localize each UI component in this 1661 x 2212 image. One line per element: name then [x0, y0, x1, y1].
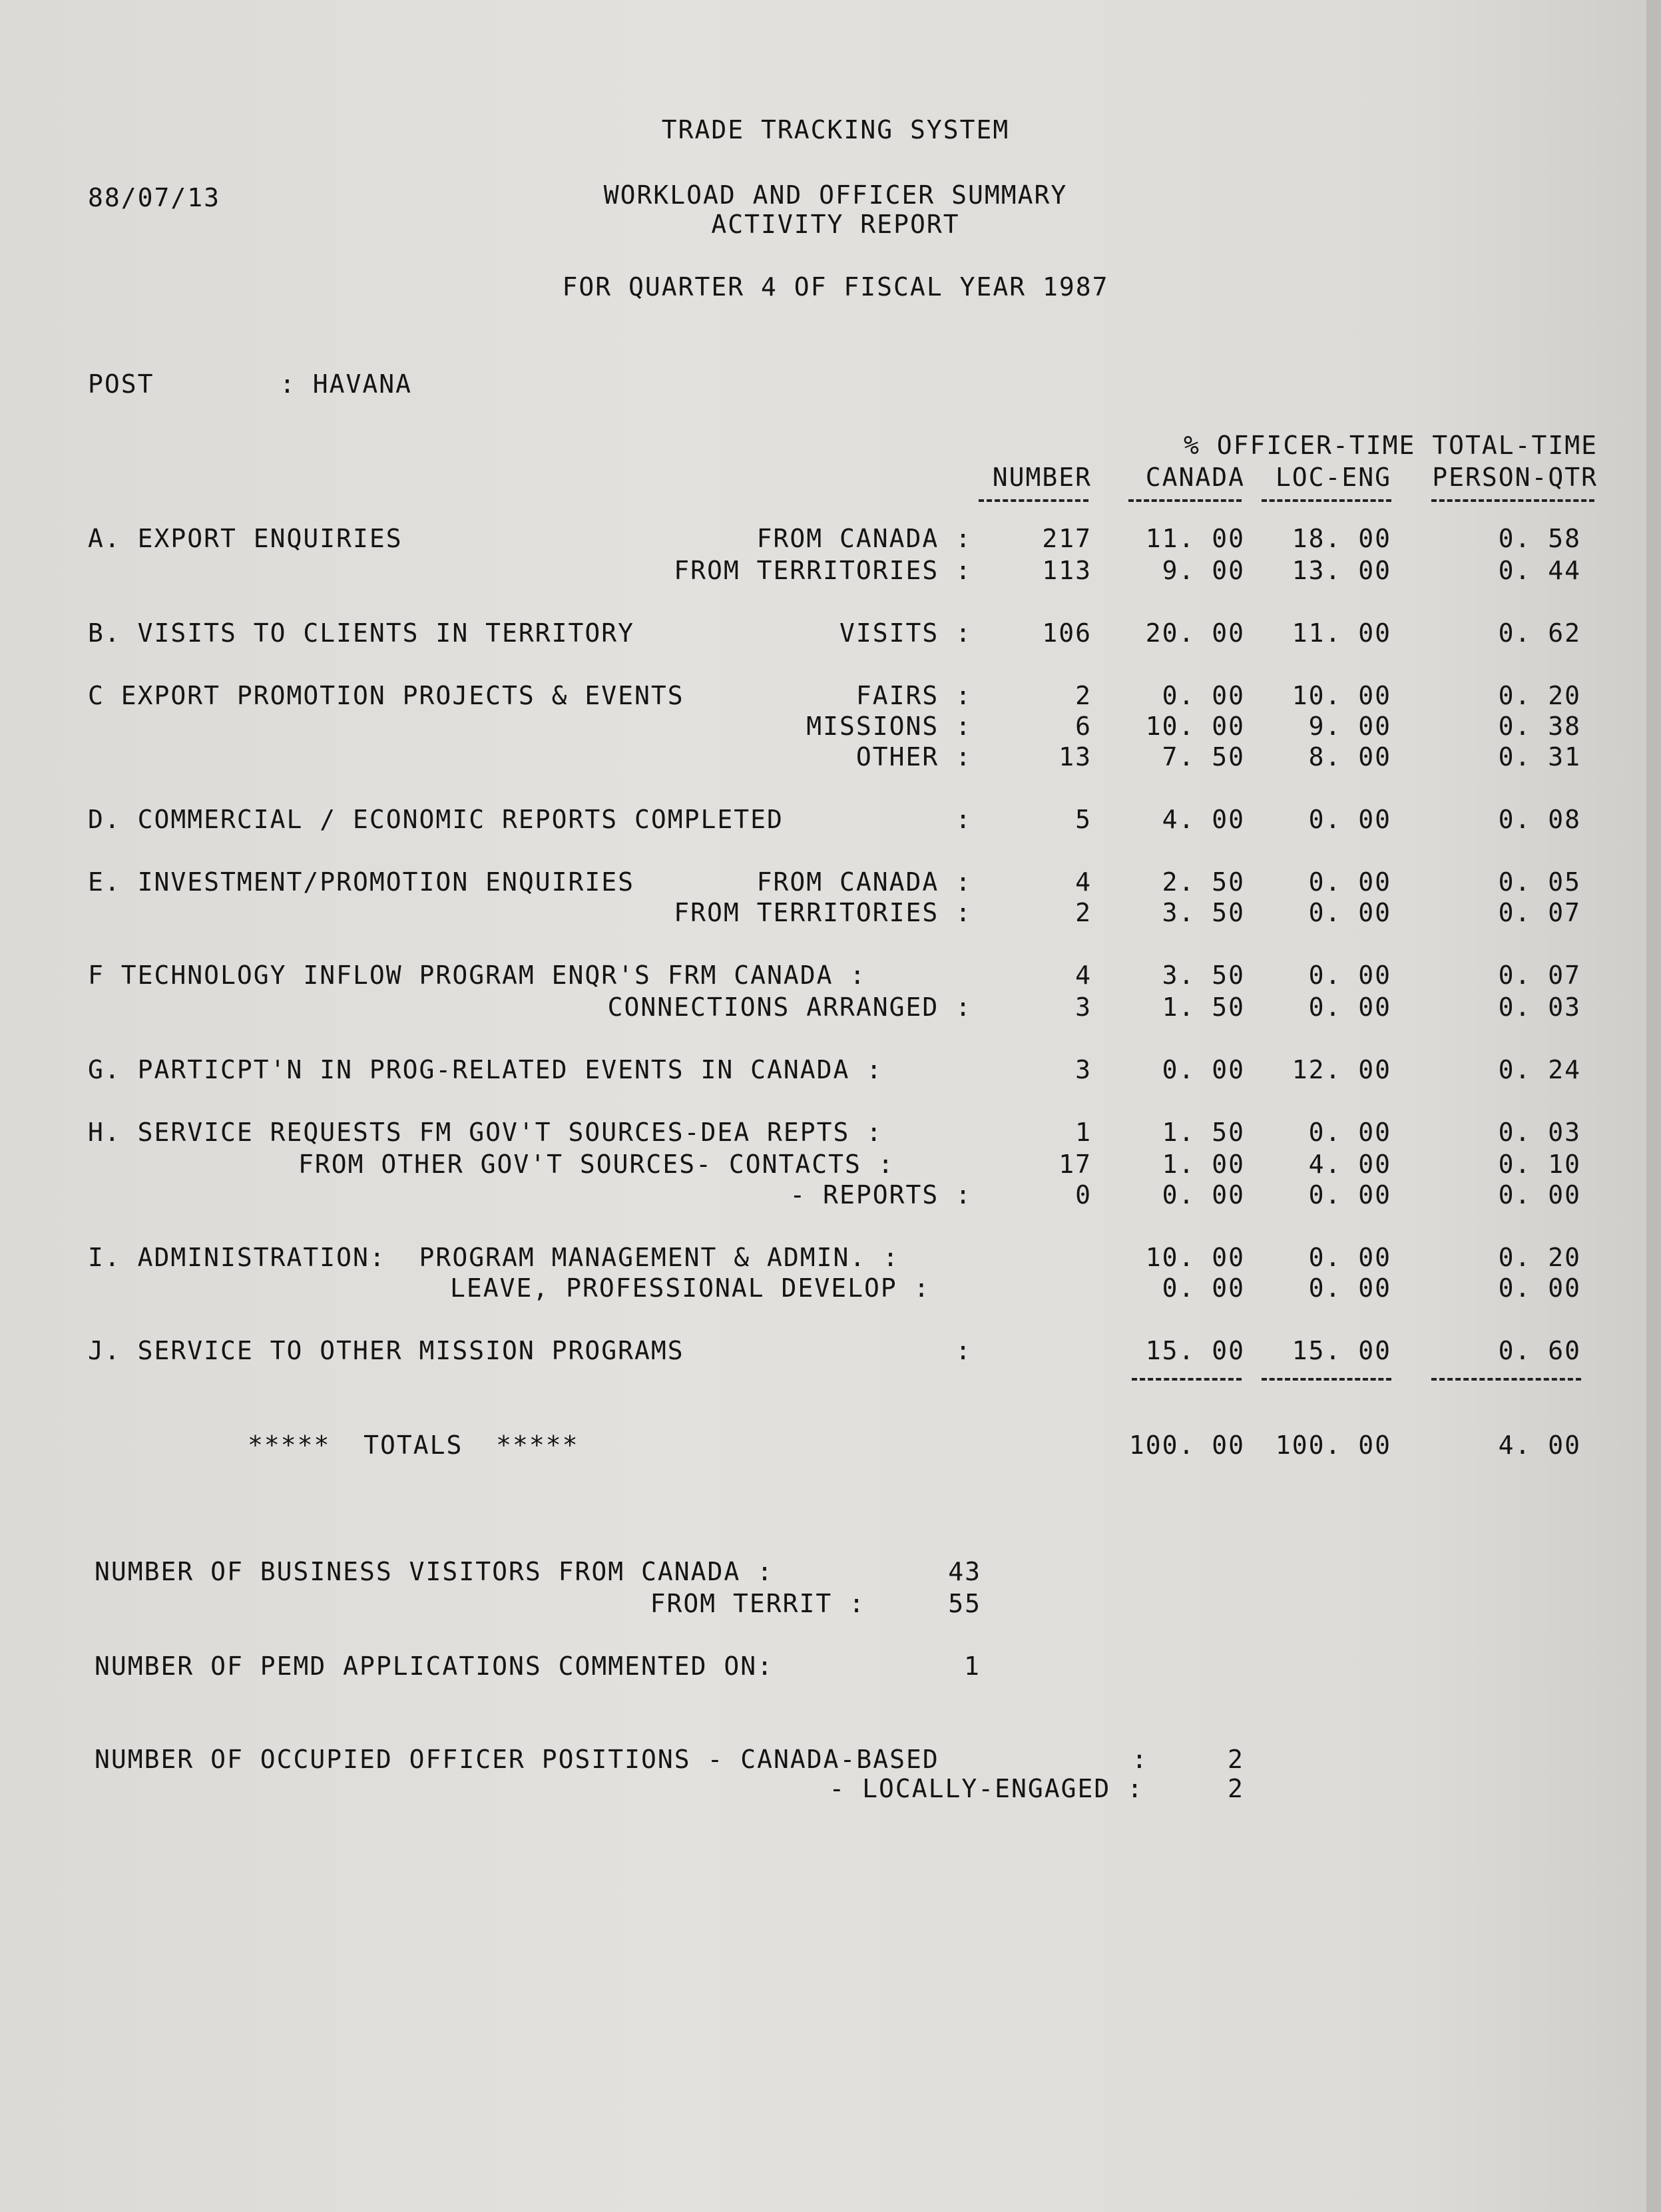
visitors-label: NUMBER OF BUSINESS VISITORS FROM CANADA : — [95, 1557, 774, 1586]
cell-person-qtr: 0. 31 — [1498, 742, 1581, 772]
cell-canada: 3. 50 — [1162, 961, 1245, 990]
cell-canada: 7. 50 — [1162, 742, 1245, 772]
column-header-person-qtr: PERSON-QTR — [1432, 463, 1598, 492]
cell-person-qtr: 0. 20 — [1498, 1243, 1581, 1272]
cell-canada: 1. 50 — [1162, 1118, 1245, 1147]
row-sublabel: FAIRS : — [855, 681, 972, 710]
cell-number: 106 — [1042, 618, 1092, 648]
totals-rule-loc-eng — [1262, 1378, 1391, 1381]
visitors-canada-value: 43 — [948, 1557, 981, 1586]
cell-person-qtr: 0. 08 — [1498, 805, 1581, 834]
row-sublabel: : — [955, 805, 972, 834]
cell-number: 3 — [1075, 1055, 1092, 1084]
total-person-qtr: 4. 00 — [1498, 1431, 1581, 1460]
cell-loc-eng: 0. 00 — [1308, 1273, 1391, 1303]
cell-number: 2 — [1075, 898, 1092, 927]
cell-number: 6 — [1075, 712, 1092, 741]
positions-local-label: - LOCALLY-ENGAGED : — [829, 1774, 1144, 1803]
row-sublabel: FROM TERRITORIES : — [674, 556, 972, 585]
cell-person-qtr: 0. 20 — [1498, 681, 1581, 710]
cell-loc-eng: 0. 00 — [1308, 1243, 1391, 1272]
row-sublabel: MISSIONS : — [806, 712, 972, 741]
cell-person-qtr: 0. 10 — [1498, 1150, 1581, 1179]
cell-canada: 10. 00 — [1145, 712, 1245, 741]
cell-person-qtr: 0. 07 — [1498, 898, 1581, 927]
report-subtitle: ACTIVITY REPORT — [711, 210, 960, 239]
row-sublabel: FROM CANADA : — [756, 867, 972, 897]
cell-person-qtr: 0. 00 — [1498, 1180, 1581, 1210]
cell-loc-eng: 0. 00 — [1308, 961, 1391, 990]
row-label: B. VISITS TO CLIENTS IN TERRITORY — [88, 618, 634, 648]
cell-canada: 0. 00 — [1162, 1180, 1245, 1210]
positions-local-value: 2 — [1228, 1774, 1244, 1803]
row-label: I. ADMINISTRATION: PROGRAM MANAGEMENT & ADMIN. : — [88, 1243, 900, 1272]
cell-canada: 3. 50 — [1162, 898, 1245, 927]
cell-person-qtr: 0. 44 — [1498, 556, 1581, 585]
cell-person-qtr: 0. 38 — [1498, 712, 1581, 741]
cell-number: 0 — [1075, 1180, 1092, 1210]
cell-loc-eng: 0. 00 — [1308, 993, 1391, 1022]
post-label: POST — [88, 369, 154, 399]
cell-person-qtr: 0. 03 — [1498, 1118, 1581, 1147]
positions-label: NUMBER OF OCCUPIED OFFICER POSITIONS - CANADA-BASED — [95, 1745, 939, 1774]
report-period: FOR QUARTER 4 OF FISCAL YEAR 1987 — [562, 272, 1109, 302]
header-rule-number — [979, 499, 1088, 502]
positions-canada-value: 2 — [1228, 1745, 1244, 1774]
cell-loc-eng: 0. 00 — [1308, 805, 1391, 834]
cell-loc-eng: 0. 00 — [1308, 898, 1391, 927]
totals-rule-person-qtr — [1431, 1378, 1581, 1381]
cell-number: 5 — [1075, 805, 1092, 834]
page-edge-shadow — [1646, 0, 1661, 2212]
cell-number: 4 — [1075, 961, 1092, 990]
total-loc-eng: 100. 00 — [1275, 1431, 1391, 1460]
cell-loc-eng: 0. 00 — [1308, 1180, 1391, 1210]
cell-canada: 20. 00 — [1145, 618, 1245, 648]
column-header-number: NUMBER — [992, 463, 1092, 492]
pemd-label: NUMBER OF PEMD APPLICATIONS COMMENTED ON: — [95, 1652, 774, 1681]
cell-person-qtr: 0. 03 — [1498, 993, 1581, 1022]
column-group-header: % OFFICER-TIME TOTAL-TIME — [1184, 431, 1598, 460]
cell-canada: 1. 00 — [1162, 1150, 1245, 1179]
cell-number: 1 — [1075, 1118, 1092, 1147]
cell-loc-eng: 0. 00 — [1308, 867, 1391, 897]
cell-loc-eng: 9. 00 — [1308, 712, 1391, 741]
report-date: 88/07/13 — [88, 183, 221, 212]
cell-number: 3 — [1075, 993, 1092, 1022]
cell-number: 113 — [1042, 556, 1092, 585]
cell-person-qtr: 0. 00 — [1498, 1273, 1581, 1303]
cell-canada: 9. 00 — [1162, 556, 1245, 585]
cell-canada: 11. 00 — [1145, 524, 1245, 553]
cell-person-qtr: 0. 05 — [1498, 867, 1581, 897]
cell-loc-eng: 18. 00 — [1292, 524, 1391, 553]
row-sublabel: FROM TERRITORIES : — [674, 898, 972, 927]
row-sublabel: : — [955, 1336, 972, 1365]
cell-person-qtr: 0. 60 — [1498, 1336, 1581, 1365]
positions-canada-separator: : — [1132, 1745, 1148, 1774]
row-label: A. EXPORT ENQUIRIES — [88, 524, 403, 553]
visitors-territ-label: FROM TERRIT : — [650, 1589, 865, 1618]
row-label: D. COMMERCIAL / ECONOMIC REPORTS COMPLETED — [88, 805, 784, 834]
row-sublabel: VISITS : — [839, 618, 972, 648]
report-title: WORKLOAD AND OFFICER SUMMARY — [603, 180, 1068, 210]
cell-canada: 0. 00 — [1162, 681, 1245, 710]
cell-loc-eng: 0. 00 — [1308, 1118, 1391, 1147]
row-label: F TECHNOLOGY INFLOW PROGRAM ENQR'S FRM CANADA : — [88, 961, 867, 990]
row-label: LEAVE, PROFESSIONAL DEVELOP : — [450, 1273, 931, 1303]
row-label: C EXPORT PROMOTION PROJECTS & EVENTS — [88, 681, 684, 710]
row-sublabel: CONNECTIONS ARRANGED : — [607, 993, 972, 1022]
post-value: : HAVANA — [280, 369, 413, 399]
pemd-value: 1 — [964, 1652, 981, 1681]
totals-label: ***** TOTALS ***** — [248, 1431, 579, 1460]
cell-number: 13 — [1059, 742, 1092, 772]
cell-person-qtr: 0. 07 — [1498, 961, 1581, 990]
cell-loc-eng: 8. 00 — [1308, 742, 1391, 772]
column-header-canada: CANADA — [1145, 463, 1245, 492]
row-label: E. INVESTMENT/PROMOTION ENQUIRIES — [88, 867, 634, 897]
row-label: FROM OTHER GOV'T SOURCES- CONTACTS : — [298, 1150, 895, 1179]
cell-number: 4 — [1075, 867, 1092, 897]
cell-loc-eng: 12. 00 — [1292, 1055, 1391, 1084]
cell-canada: 0. 00 — [1162, 1055, 1245, 1084]
row-sublabel: OTHER : — [855, 742, 972, 772]
cell-loc-eng: 15. 00 — [1292, 1336, 1391, 1365]
cell-canada: 10. 00 — [1145, 1243, 1245, 1272]
row-sublabel: FROM CANADA : — [756, 524, 972, 553]
header-rule-canada — [1128, 499, 1242, 502]
system-title: TRADE TRACKING SYSTEM — [661, 115, 1010, 144]
visitors-territ-value: 55 — [948, 1589, 981, 1618]
row-label: H. SERVICE REQUESTS FM GOV'T SOURCES-DEA REPTS : — [88, 1118, 883, 1147]
totals-rule-canada — [1132, 1378, 1242, 1381]
cell-canada: 0. 00 — [1162, 1273, 1245, 1303]
row-label: J. SERVICE TO OTHER MISSION PROGRAMS — [88, 1336, 684, 1365]
row-label: G. PARTICPT'N IN PROG-RELATED EVENTS IN CANADA : — [88, 1055, 883, 1084]
header-rule-person-qtr — [1431, 499, 1594, 502]
cell-loc-eng: 11. 00 — [1292, 618, 1391, 648]
cell-number: 17 — [1059, 1150, 1092, 1179]
cell-person-qtr: 0. 58 — [1498, 524, 1581, 553]
column-header-loc-eng: LOC-ENG — [1275, 463, 1391, 492]
cell-loc-eng: 4. 00 — [1308, 1150, 1391, 1179]
cell-canada: 1. 50 — [1162, 993, 1245, 1022]
cell-canada: 4. 00 — [1162, 805, 1245, 834]
cell-person-qtr: 0. 62 — [1498, 618, 1581, 648]
cell-number: 217 — [1042, 524, 1092, 553]
cell-person-qtr: 0. 24 — [1498, 1055, 1581, 1084]
cell-canada: 15. 00 — [1145, 1336, 1245, 1365]
total-canada: 100. 00 — [1128, 1431, 1245, 1460]
row-sublabel: - REPORTS : — [790, 1180, 972, 1210]
cell-loc-eng: 13. 00 — [1292, 556, 1391, 585]
cell-canada: 2. 50 — [1162, 867, 1245, 897]
cell-loc-eng: 10. 00 — [1292, 681, 1391, 710]
cell-number: 2 — [1075, 681, 1092, 710]
header-rule-loc-eng — [1262, 499, 1391, 502]
